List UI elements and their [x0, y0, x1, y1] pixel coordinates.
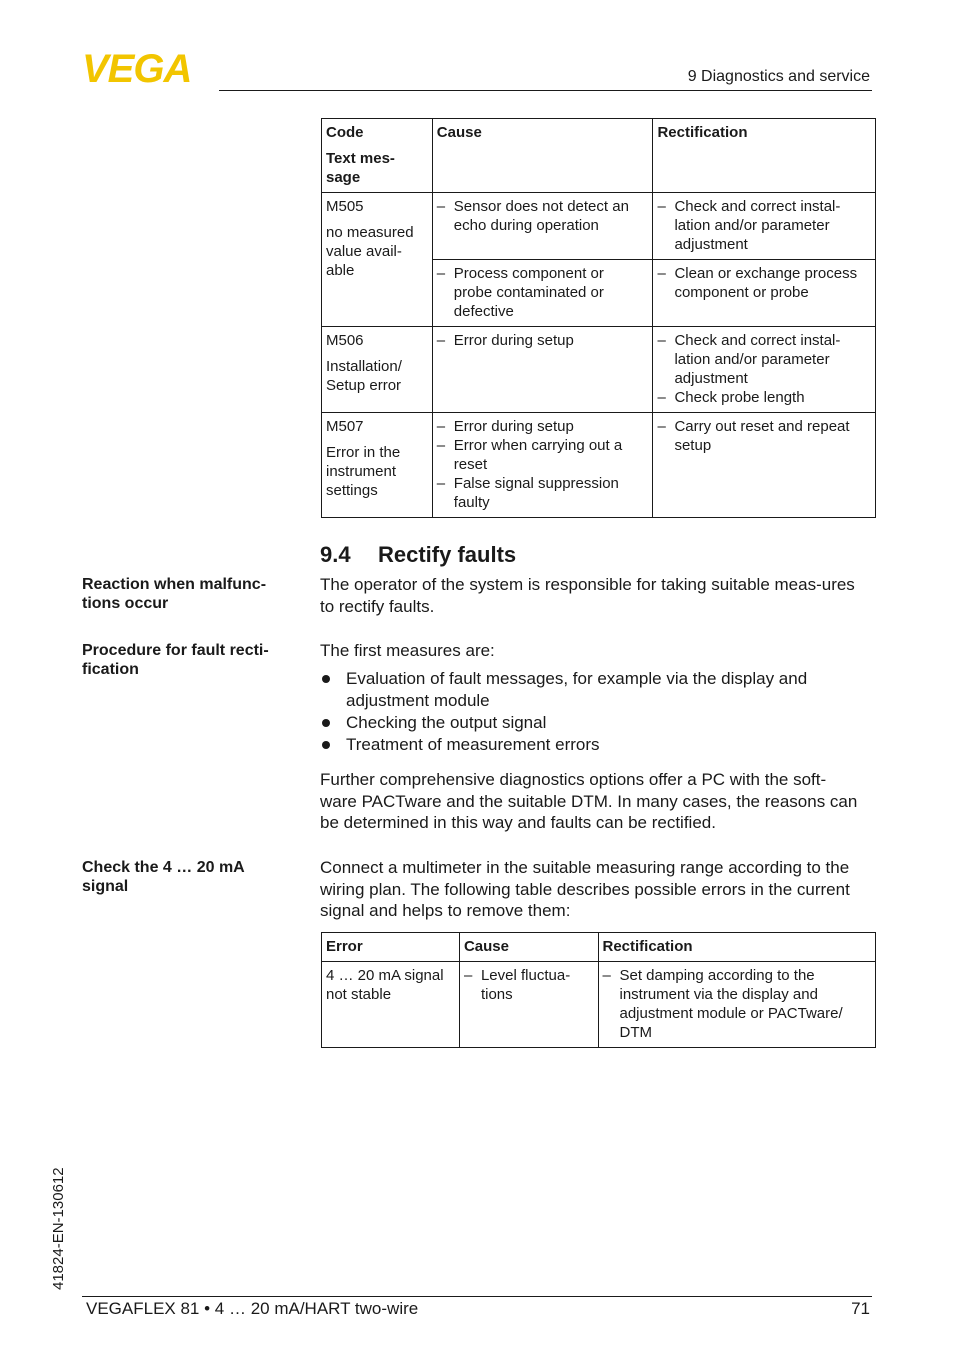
- error-code: M505: [326, 198, 364, 215]
- header-error: Error: [322, 933, 460, 962]
- list-item: Checking the output signal: [320, 712, 876, 734]
- side-label-procedure: Procedure for fault recti-fication: [82, 642, 269, 678]
- cause-item: – Sensor does not detect an echo during operation: [437, 197, 649, 235]
- cause-item: – Level fluctua-tions: [464, 966, 579, 1004]
- table-row: [322, 962, 876, 1048]
- header-section-title: 9 Diagnostics and service: [687, 68, 870, 85]
- paragraph-first-measures: The first measures are:: [320, 641, 495, 660]
- header-code-cell: [322, 119, 433, 193]
- table-header-row: [322, 119, 876, 193]
- cause-cell: [432, 260, 653, 327]
- footer-divider: [82, 1296, 872, 1297]
- section-number: 9.4: [320, 542, 351, 567]
- header-rectification: Rectification: [653, 119, 876, 193]
- rect-cell: [598, 962, 876, 1048]
- header-text-message: Text mes-sage: [326, 150, 395, 186]
- side-label-reaction: Reaction when malfunc-tions occur: [82, 576, 267, 612]
- table-row: [322, 327, 876, 413]
- header-rectification: Rectification: [598, 933, 876, 962]
- header-divider: [219, 90, 872, 91]
- signal-error-table: [321, 932, 876, 1048]
- error-text: 4 … 20 mA signal not stable: [326, 967, 444, 1003]
- cause-item: – False signal suppression faulty: [437, 474, 649, 512]
- error-cell: [322, 962, 460, 1048]
- rect-item: – Set damping according to the instrument via the display and adjustment module or PACTware/ DTM: [603, 966, 855, 1042]
- header-cause: Cause: [459, 933, 598, 962]
- footer-product: VEGAFLEX 81 • 4 … 20 mA/HART two-wire: [86, 1299, 419, 1318]
- table-row: [322, 193, 876, 260]
- rect-cell: [653, 413, 876, 518]
- code-cell: [322, 327, 433, 413]
- header-code: Code: [326, 124, 364, 141]
- paragraph-reaction: The operator of the system is responsible for taking suitable meas-ures to rectify faults.: [320, 575, 855, 616]
- header-cause: Cause: [432, 119, 653, 193]
- vega-logo: [82, 52, 212, 84]
- page-number: 71: [851, 1299, 870, 1318]
- error-message: Error in the instrument settings: [326, 444, 401, 499]
- error-message: Installation/ Setup error: [326, 358, 402, 394]
- cause-cell: [459, 962, 598, 1048]
- document-number: 41824-EN-130612: [50, 1167, 67, 1290]
- rect-cell: [653, 260, 876, 327]
- code-cell: [322, 413, 433, 518]
- side-label-check: Check the 4 … 20 mA signal: [82, 859, 245, 895]
- cause-cell: [432, 327, 653, 413]
- table-row: [322, 413, 876, 518]
- rect-item: – Check probe length: [657, 388, 871, 407]
- logo-text: VEGA: [82, 52, 192, 84]
- list-item: Treatment of measurement errors: [320, 734, 876, 756]
- rect-item: – Carry out reset and repeat setup: [657, 417, 871, 455]
- measures-list: [320, 668, 876, 756]
- diagnostics-table: [321, 118, 876, 518]
- cause-item: – Error during setup: [437, 331, 649, 350]
- error-code: M507: [326, 418, 364, 435]
- list-item: Evaluation of fault messages, for example via the display and adjustment module: [320, 668, 876, 711]
- cause-cell: [432, 193, 653, 260]
- paragraph-further: Further comprehensive diagnostics options offer a PC with the soft-ware PACTware and the suitable DTM. In many cases, the reasons can be determined in this way and faults can be rectified.: [320, 770, 858, 832]
- section-title: Rectify faults: [378, 542, 517, 567]
- paragraph-check: Connect a multimeter in the suitable measuring range according to the wiring plan. The following table describes possible errors in the current signal and helps to remove them:: [320, 858, 850, 920]
- rect-item: – Check and correct instal-lation and/or parameter adjustment: [657, 197, 853, 254]
- error-message: no measured value avail-able: [326, 224, 414, 279]
- section-heading: [320, 542, 516, 568]
- code-cell: [322, 193, 433, 327]
- error-code: M506: [326, 332, 364, 349]
- cause-item: – Process component or probe contaminated or defective: [437, 264, 621, 321]
- cause-cell: [432, 413, 653, 518]
- rect-cell: [653, 327, 876, 413]
- cause-item: – Error during setup: [437, 417, 649, 436]
- rect-cell: [653, 193, 876, 260]
- rect-item: – Check and correct instal-lation and/or parameter adjustment: [657, 331, 853, 388]
- table-header-row: [322, 933, 876, 962]
- rect-item: – Clean or exchange process component or probe: [657, 264, 871, 302]
- cause-item: – Error when carrying out a reset: [437, 436, 637, 474]
